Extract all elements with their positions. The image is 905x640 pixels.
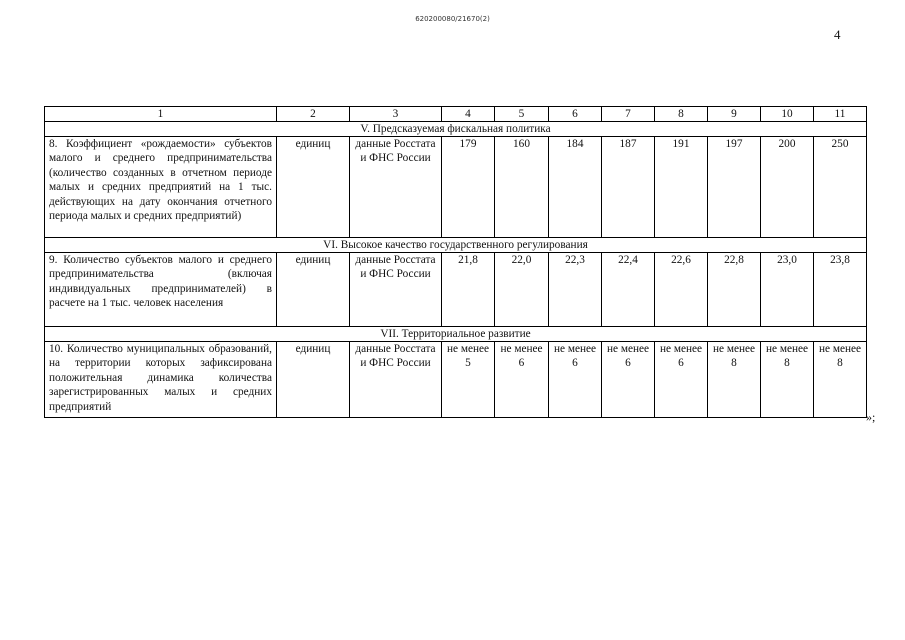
table-row — [45, 342, 867, 418]
indicator-value: 250 — [814, 137, 867, 238]
indicator-value: 187 — [602, 137, 655, 238]
column-header: 11 — [814, 107, 867, 122]
indicator-value: 184 — [549, 137, 602, 238]
indicator-value: не менее 8 — [814, 342, 867, 418]
column-header: 4 — [442, 107, 495, 122]
section-title: VII. Территориальное развитие — [45, 327, 867, 342]
table-row — [45, 137, 867, 238]
indicator-name: 9. Количество субъектов малого и среднего предпринимательства (включая индивидуальных предпринимателей) в расчете на 1 тыс. человек населения — [45, 253, 277, 327]
column-header: 10 — [761, 107, 814, 122]
document-id: 620200080/21670(2) — [415, 15, 490, 23]
column-header: 5 — [495, 107, 549, 122]
indicator-value: 197 — [708, 137, 761, 238]
section-title: VI. Высокое качество государственного регулирования — [45, 238, 867, 253]
column-header: 2 — [277, 107, 350, 122]
column-header: 7 — [602, 107, 655, 122]
indicator-value: не менее 6 — [602, 342, 655, 418]
column-header: 9 — [708, 107, 761, 122]
indicator-unit: единиц — [277, 253, 350, 327]
indicator-unit: единиц — [277, 342, 350, 418]
section-header-row — [45, 238, 867, 253]
indicator-value: 22,6 — [655, 253, 708, 327]
indicator-unit: единиц — [277, 137, 350, 238]
indicator-value: 200 — [761, 137, 814, 238]
closing-quote-mark: »; — [866, 410, 876, 424]
indicator-source: данные Росстата и ФНС России — [350, 253, 442, 327]
column-number-row — [45, 107, 867, 122]
indicator-name: 8. Коэффициент «рождаемости» субъектов малого и среднего предпринимательства (количество созданных в отчетном периоде малых и средних предприятий на 1 тыс. действующих на дату окончания отчетного периода малых и средних предприятий) — [45, 137, 277, 238]
column-header: 8 — [655, 107, 708, 122]
indicator-value: 21,8 — [442, 253, 495, 327]
section-header-row — [45, 327, 867, 342]
indicator-value: 191 — [655, 137, 708, 238]
indicator-value: 22,0 — [495, 253, 549, 327]
column-header: 3 — [350, 107, 442, 122]
indicator-value: не менее 6 — [495, 342, 549, 418]
indicator-value: 23,0 — [761, 253, 814, 327]
column-header: 6 — [549, 107, 602, 122]
page-number: 4 — [834, 27, 841, 42]
indicator-value: 22,8 — [708, 253, 761, 327]
indicator-value: не менее 8 — [761, 342, 814, 418]
indicator-value: не менее 8 — [708, 342, 761, 418]
indicator-value: не менее 5 — [442, 342, 495, 418]
indicator-value: 22,4 — [602, 253, 655, 327]
table-row — [45, 253, 867, 327]
column-header: 1 — [45, 107, 277, 122]
indicators-table — [44, 106, 867, 418]
indicator-value: 23,8 — [814, 253, 867, 327]
indicator-value: 179 — [442, 137, 495, 238]
section-title: V. Предсказуемая фискальная политика — [45, 122, 867, 137]
indicator-source: данные Росстата и ФНС России — [350, 137, 442, 238]
indicator-value: не менее 6 — [549, 342, 602, 418]
indicator-source: данные Росстата и ФНС России — [350, 342, 442, 418]
indicator-value: 160 — [495, 137, 549, 238]
section-header-row — [45, 122, 867, 137]
indicator-value: не менее 6 — [655, 342, 708, 418]
indicator-value: 22,3 — [549, 253, 602, 327]
indicator-name: 10. Количество муниципальных образований, на территории которых зафиксирована положительная динамика количества зарегистрированных малых и средних предприятий — [45, 342, 277, 418]
